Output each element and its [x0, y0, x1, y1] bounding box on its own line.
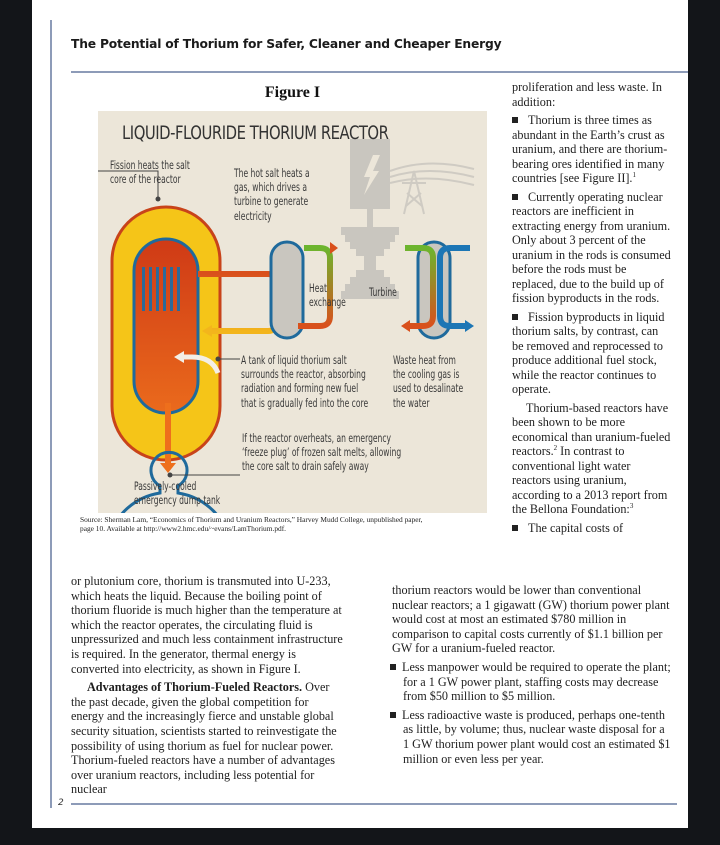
bullet-square-icon — [512, 314, 518, 320]
bullet-square-icon — [512, 525, 518, 531]
figure-source: Source: Sherman Lam, “Economics of Thorium and Uranium Reactors,” Harvey Mudd College, unpublished paper, page 10. Available at http://www2.hmc.edu/~evans/LamThorium.pdf. — [80, 515, 423, 534]
bullet-uranium-inefficiency: Currently operating nuclear reactors are inefficient in extracting energy from uranium. Only about 3 percent of the uranium in the rods is consumed before the rods must be replaced, due to the build up of fission byproducts in the rods. — [512, 189, 671, 305]
caption-freeze-plug: If the reactor overheats, an emergency ‘freeze plug’ of frozen salt melts, allowing the core salt to drain safely away — [242, 431, 402, 474]
right-column — [512, 80, 672, 539]
diagram-heading: LIQUID-FLOURIDE THORIUM REACTOR — [122, 122, 389, 144]
bullet-square-icon — [390, 664, 396, 670]
page-header-title: The Potential of Thorium for Safer, Cleaner and Cheaper Energy — [71, 37, 502, 51]
power-pylon-icon — [390, 163, 474, 214]
caption-turbine: Turbine — [369, 285, 397, 299]
caption-waste-heat: Waste heat from the cooling gas is used to desalinate the water — [393, 353, 464, 410]
figure-label: Figure I — [264, 84, 321, 101]
lower-right-column — [390, 583, 672, 770]
caption-thorium-tank: A tank of liquid thorium salt surrounds the reactor, absorbing radiation and forming new fuel that is gradually fed into the core — [241, 353, 369, 410]
left-paragraph-1: or plutonium core, thorium is transmuted into U-233, which heats the liquid. Because the boiling point of thorium fluoride is much higher than the temperature at which the reactor operates, the circulating fluid is unpressurized and much less containment infrastructure is required. In the generator, thermal energy is converted into electricity, as shown in Figure I. — [71, 574, 343, 676]
bullet-manpower: Less manpower would be required to operate the plant; for a 1 GW power plant, staffing costs may decrease from $50 million to $5 million. — [390, 660, 672, 704]
bullet-square-icon — [390, 712, 396, 718]
right-intro: proliferation and less waste. In addition: — [512, 80, 662, 109]
capital-costs-continued: thorium reactors would be lower than conventional nuclear reactors; a 1 gigawatt (GW) thorium power plant would cost at most an estimated $780 million in comparison to capital costs currently of $1.1 billion per GW for a uranium-fueled reactor. — [392, 583, 670, 656]
left-paragraph-advantages: Advantages of Thorium-Fueled Reactors. Over the past decade, given the global competition for energy and the increasingly fierce and unstable global security situation, scientists started to reinvestigate the possibility of using thorium as fuel for nuclear power. Thorium-fueled reactors have a number of advantages over uranium reactors, including less potential for nuclear — [71, 680, 337, 797]
reactor-diagram — [98, 111, 487, 513]
page-number: 2 — [58, 798, 64, 808]
economics-paragraph: Thorium-based reactors have been shown to be more economical than uranium-fueled reactors.$^2$ In contrast to conventional light water reactors using uranium, according to a 2013 report from the Bellona Foundation:$^3$ — [512, 400, 671, 516]
bullet-radioactive-waste: Less radioactive waste is produced, perhaps one-tenth as little, by volume; thus, nuclear waste disposal for a 1 GW thorium power plant would cost an estimated $1 million or even less per year. — [390, 708, 672, 766]
header-rule — [71, 71, 688, 73]
bullet-fission-byproducts: Fission byproducts in liquid thorium salts, by contrast, can be removed and reprocessed to produce additional fuel stock, while the reactor continues to operate. — [512, 309, 665, 396]
bullet-capital-costs-lead: The capital costs of — [512, 521, 672, 536]
caption-fission: Fission heats the salt core of the reactor — [110, 158, 190, 187]
footer-rule — [71, 803, 677, 805]
reactor-core — [134, 239, 198, 413]
bullet-square-icon — [512, 117, 518, 123]
caption-heat-exchange: Heat exchange — [309, 281, 346, 310]
left-margin-rule — [50, 20, 52, 808]
caption-hot-salt: The hot salt heats a gas, which drives a turbine to generate electricity — [234, 166, 310, 223]
bullet-square-icon — [512, 194, 518, 200]
caption-dump-tank: Passively-cooled emergency dump tank — [134, 479, 221, 508]
bullet-thorium-abundance: Thorium is three times as abundant in the Earth’s crust as uranium, and there are thorium-bearing ores identified in many countries [see Figure II].$^1$ — [512, 113, 668, 185]
section-heading-advantages: Advantages of Thorium-Fueled Reactors. — [87, 680, 303, 695]
left-column — [71, 574, 343, 801]
